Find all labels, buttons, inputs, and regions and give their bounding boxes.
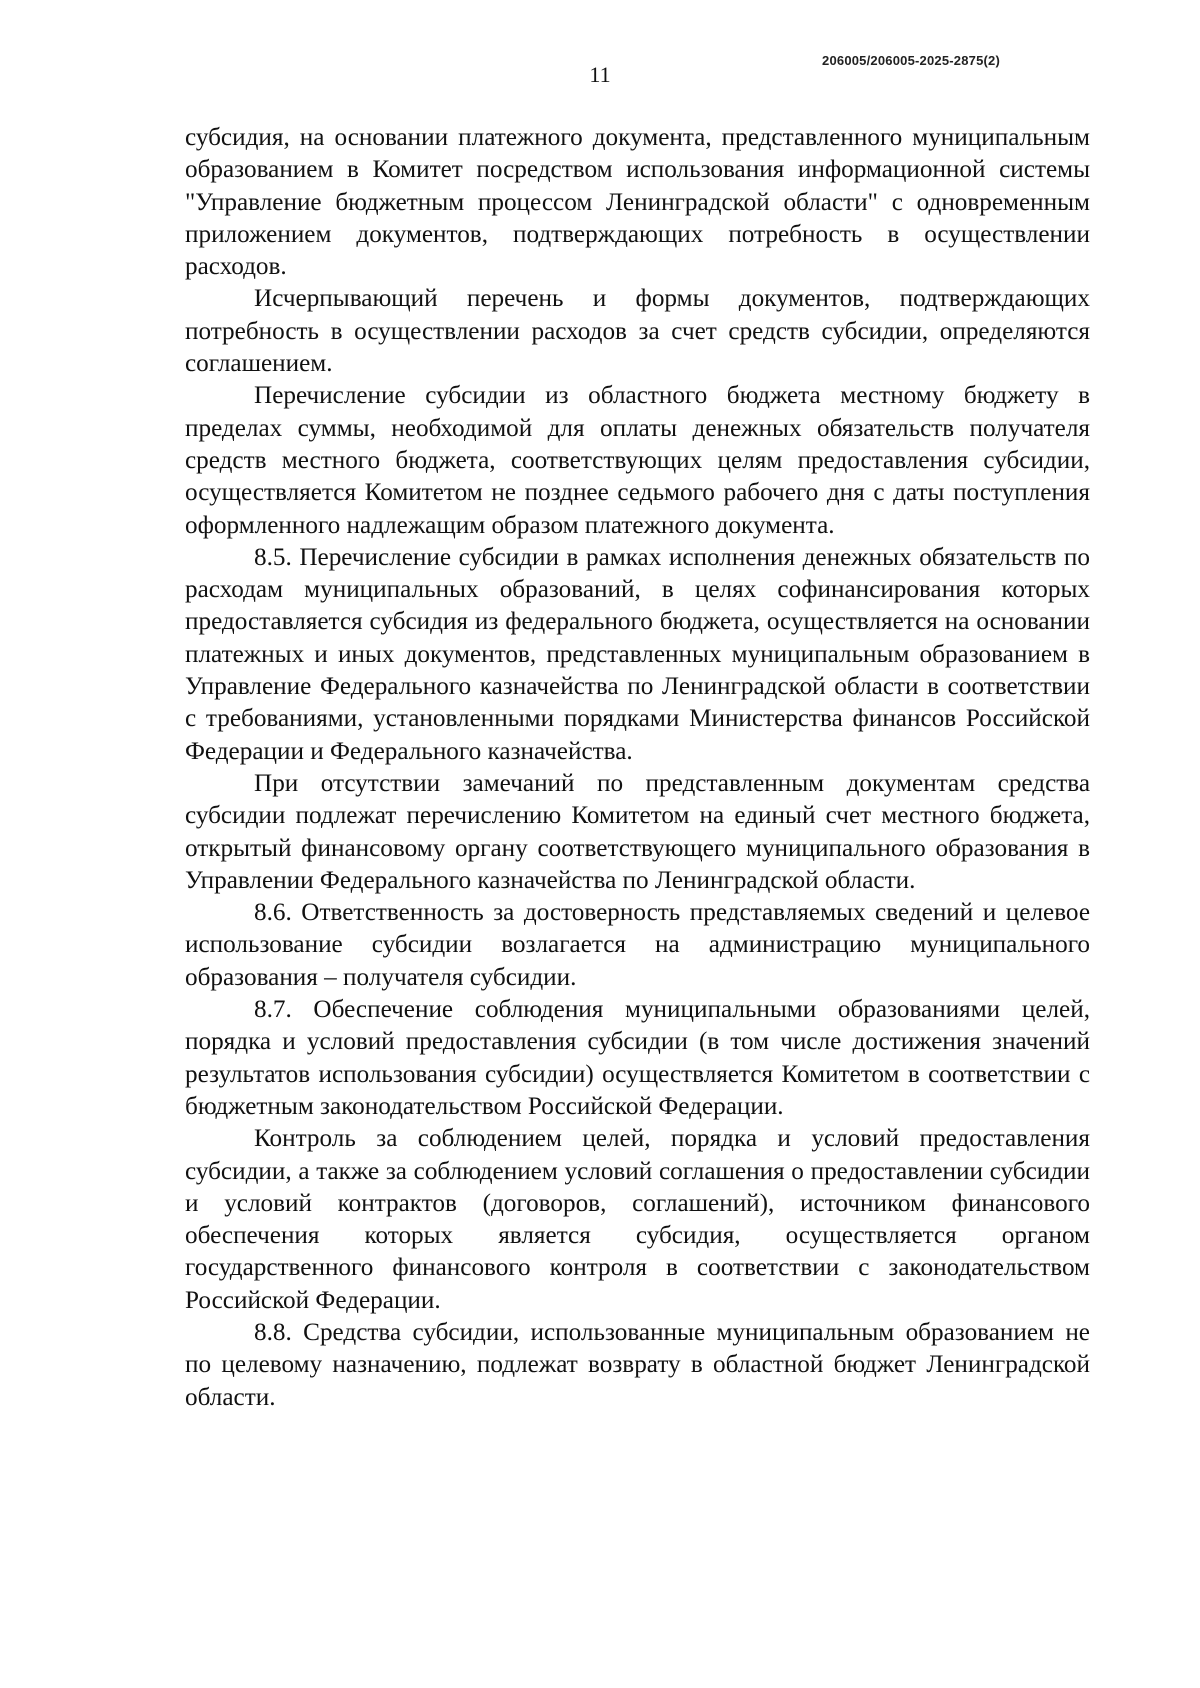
page-number: 11 [589, 62, 611, 87]
document-registration-number: 206005/206005-2025-2875(2) [822, 53, 1000, 68]
paragraph-no-remarks-transfer: При отсутствии замечаний по представленным документам средства субсидии подлежат перечислению Комитетом на единый счет местного бюджета, открытый финансовому органу соответствующего муниципального образования в Управлении Федерального казначейства по Ленинградской области. [185, 769, 1090, 894]
paragraph-8-6: 8.6. Ответственность за достоверность представляемых сведений и целевое использование субсидии возлагается на администрацию муниципального образования – получателя субсидии. [185, 899, 1090, 991]
paragraph-subsidy-transfer-terms: Перечисление субсидии из областного бюджета местному бюджету в пределах суммы, необходимой для оплаты денежных обязательств получателя средств местного бюджета, соответствующих целям предоставления субсидии, осуществляется Комитетом не позднее седьмого рабочего дня с даты поступления оформленного надлежащим образом платежного документа. [185, 382, 1090, 539]
document-body [185, 122, 1090, 1414]
paragraph-subsidy-payment-document: субсидия, на основании платежного документа, представленного муниципальным образованием в Комитет посредством использования информационной системы "Управление бюджетным процессом Ленинградской области" с одновременным приложением документов, подтверждающих потребность в осуществлении расходов. [185, 124, 1090, 281]
paragraph-8-5: 8.5. Перечисление субсидии в рамках исполнения денежных обязательств по расходам муниципальных образований, в целях софинансирования которых предоставляется субсидия из федерального бюджета, осуществляется на основании платежных и иных документов, представленных муниципальным образованием в Управление Федерального казначейства по Ленинградской области в соответствии с требованиями, установленными порядками Министерства финансов Российской Федерации и Федерального казначейства. [185, 543, 1090, 765]
paragraph-control: Контроль за соблюдением целей, порядка и условий предоставления субсидии, а также за соблюдением условий соглашения о предоставлении субсидии и условий контрактов (договоров, соглашений), источником финансового обеспечения которых является субсидия, осуществляется органом государственного финансового контроля в соответствии с законодательством Российской Федерации. [185, 1125, 1090, 1314]
paragraph-8-8: 8.8. Средства субсидии, использованные муниципальным образованием не по целевому назначению, подлежат возврату в областной бюджет Ленинградской области. [185, 1318, 1090, 1411]
paragraph-documents-list: Исчерпывающий перечень и формы документов, подтверждающих потребность в осуществлении расходов за счет средств субсидии, определяются соглашением. [185, 285, 1090, 378]
paragraph-8-7: 8.7. Обеспечение соблюдения муниципальными образованиями целей, порядка и условий предоставления субсидии (в том числе достижения значений результатов использования субсидии) осуществляется Комитетом в соответствии с бюджетным законодательством Российской Федерации. [185, 996, 1090, 1120]
